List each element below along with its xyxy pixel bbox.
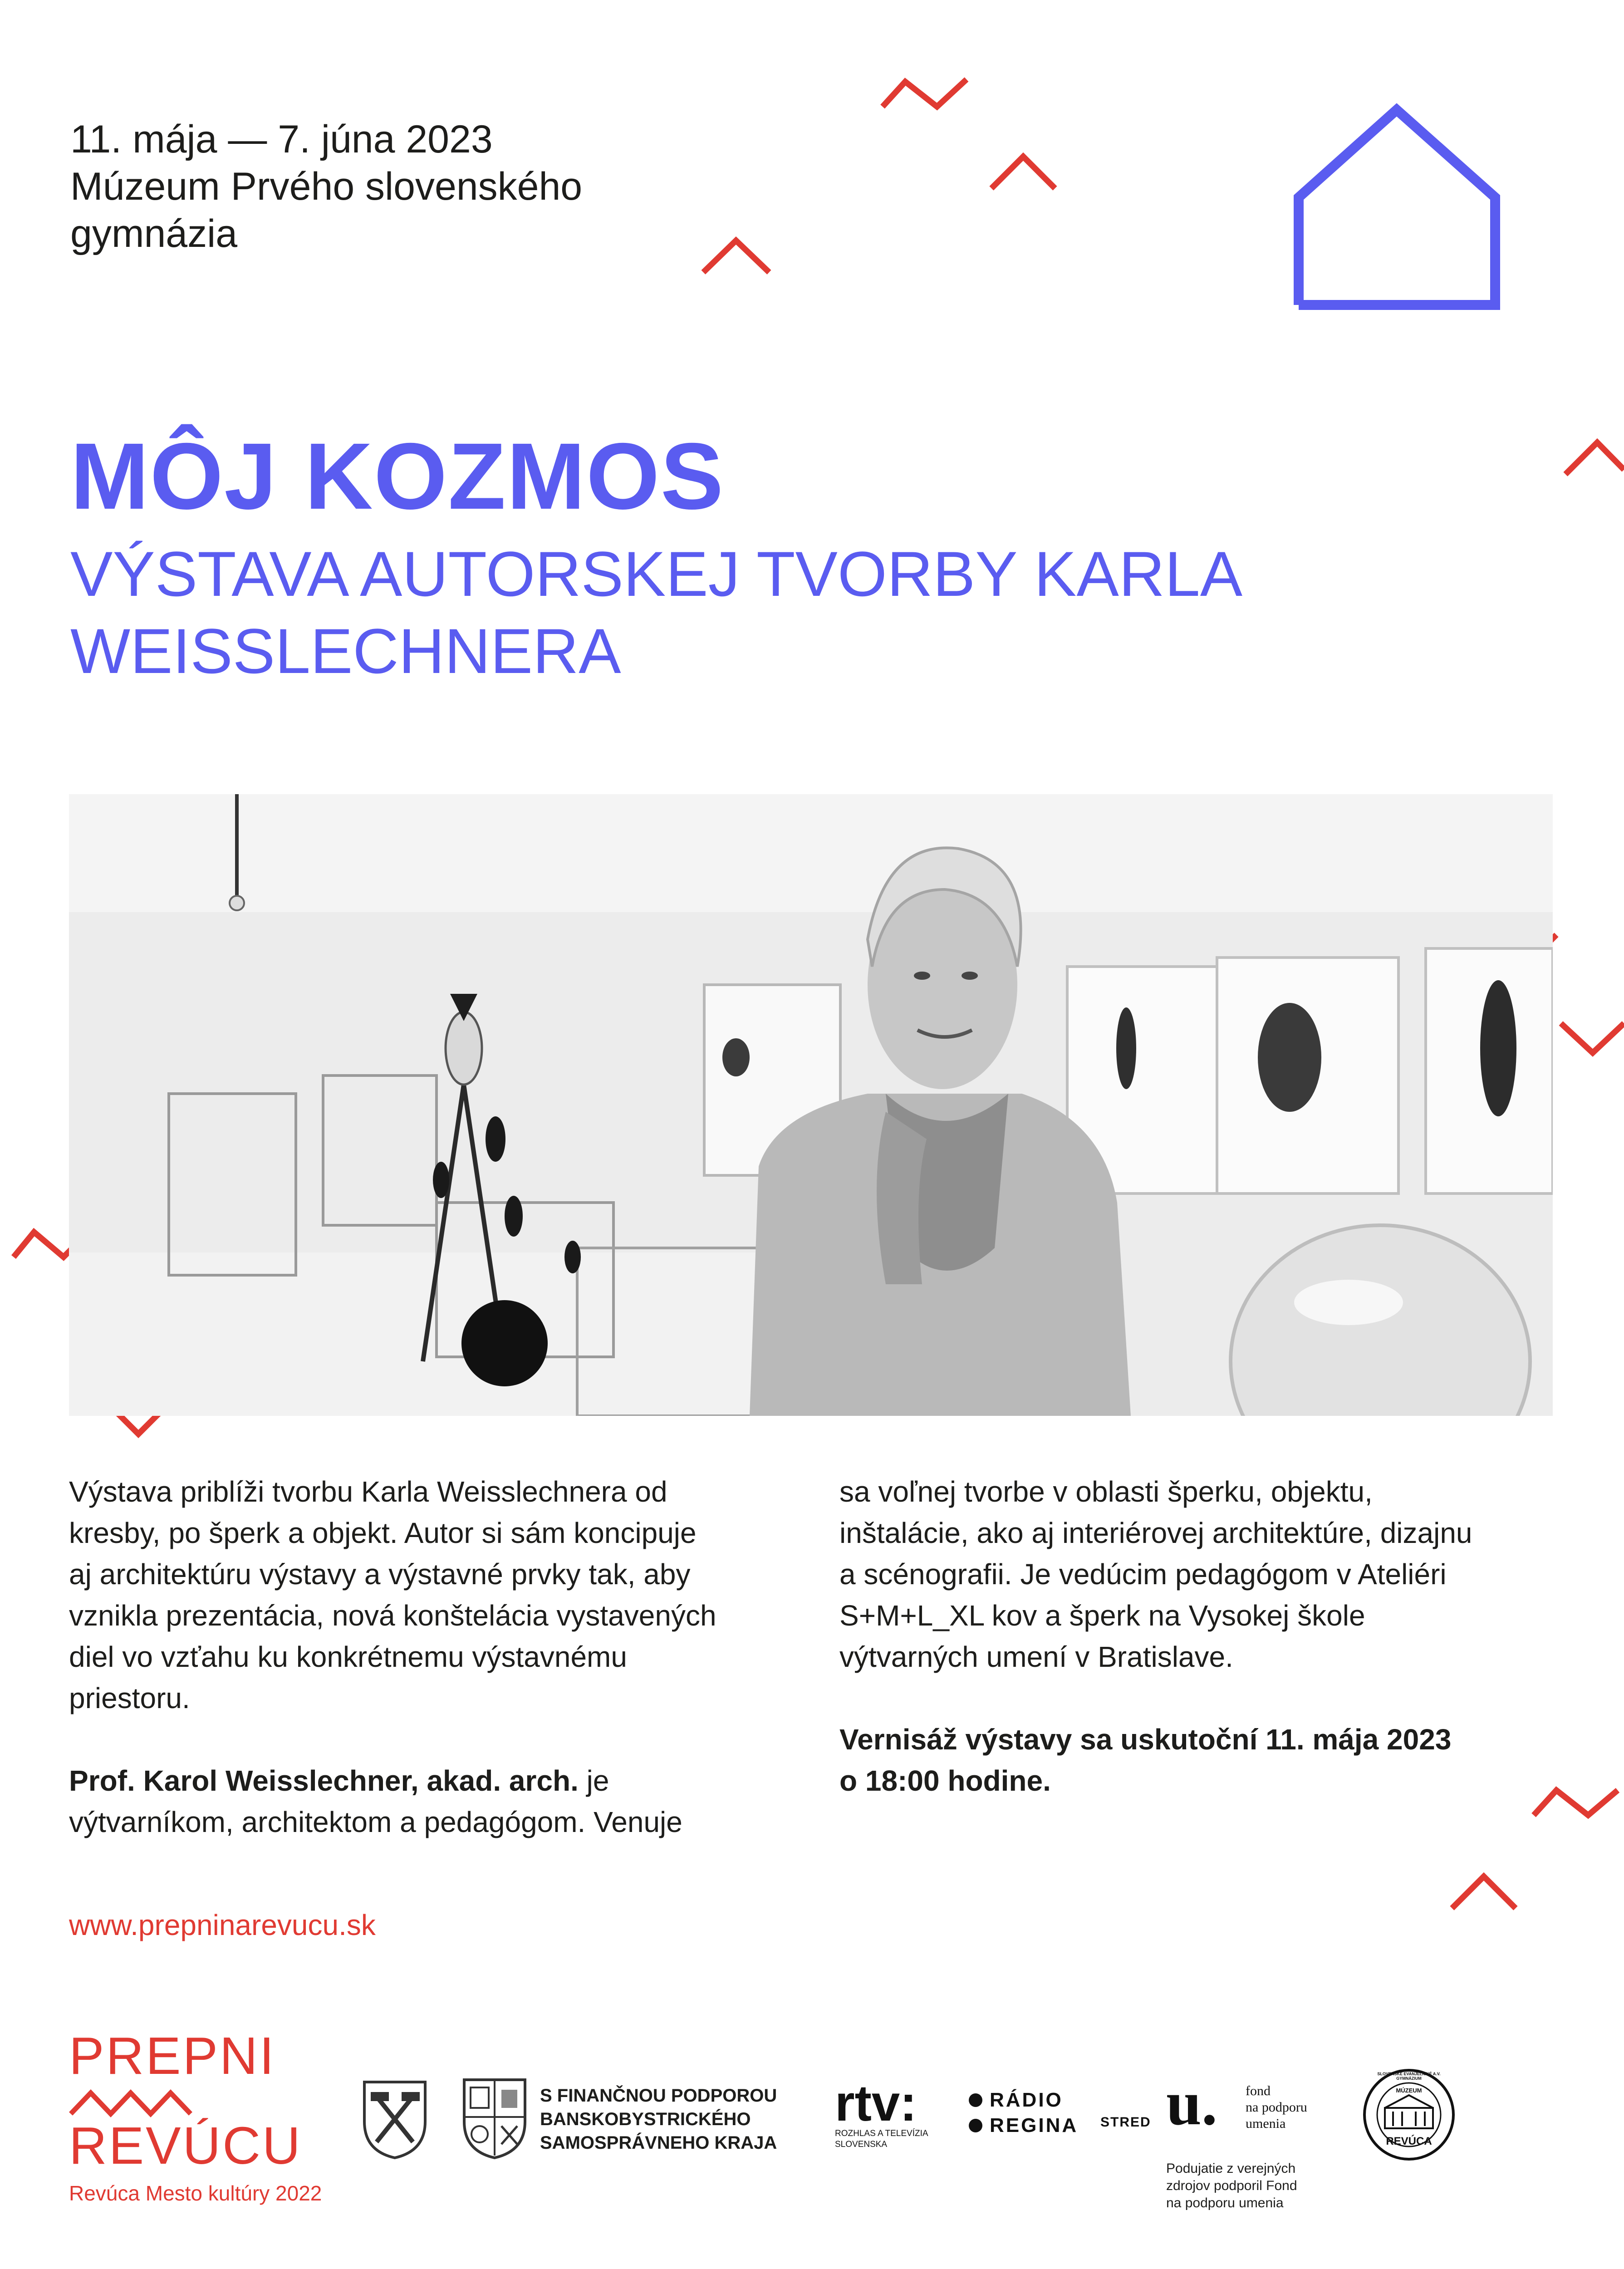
event-venue-cont: gymnázia — [70, 212, 238, 255]
fpu-note-line: na podporu umenia — [1166, 2195, 1284, 2210]
chevron-up-icon — [1452, 1876, 1516, 1908]
subtitle-line2: WEISSLECHNERA — [70, 615, 621, 687]
fpu-mark: u. — [1166, 2068, 1217, 2138]
fpu-name — [1246, 2083, 1307, 2132]
bbsk-line: SAMOSPRÁVNEHO KRAJA — [540, 2133, 777, 2153]
rtvs-logo — [835, 2075, 953, 2150]
rtvs-wordmark: rtv: — [835, 2075, 917, 2131]
radio-stred: STRED — [1100, 2115, 1151, 2130]
bio-line: inštalácie, ako aj interiérovej architektúre, dizajnu — [839, 1517, 1472, 1549]
bio-line: výtvarných umení v Bratislave. — [839, 1640, 1233, 1673]
exhibition-description — [69, 1471, 809, 1719]
coat-of-arms-icon — [361, 2078, 429, 2160]
body-column-2 — [839, 1471, 1565, 1843]
artist-bio — [69, 1760, 809, 1843]
desc-line: kresby, po šperk a objekt. Autor si sám koncipuje — [69, 1517, 697, 1549]
opening-line: Vernisáž výstavy sa uskutoční 11. mája 2023 — [839, 1723, 1452, 1756]
exhibition-title: MÔJ KOZMOS — [70, 424, 725, 529]
bio-line: je — [578, 1764, 609, 1797]
fpu-line: fond — [1246, 2083, 1271, 2098]
museum-seal — [1361, 2067, 1457, 2162]
desc-line: priestoru. — [69, 1682, 190, 1714]
chevron-down-icon — [1561, 1023, 1624, 1053]
regina-word: REGINA — [990, 2114, 1079, 2136]
bbsk-line: S FINANČNOU PODPOROU — [540, 2086, 777, 2106]
artist-photo — [69, 794, 1553, 1416]
prepni-revucu-logo — [69, 2028, 341, 2219]
bbsk-coat-of-arms-icon — [461, 2076, 529, 2160]
bio-line: S+M+L_XL kov a šperk na Vysokej škole — [839, 1599, 1365, 1632]
artist-name: Prof. Karol Weisslechner, akad. arch. — [69, 1764, 579, 1797]
logo-word-bottom: REVÚCU — [69, 2116, 302, 2175]
dot-icon — [969, 2119, 982, 2132]
event-venue: Múzeum Prvého slovenského — [70, 165, 583, 208]
chevron-up-icon — [1565, 442, 1624, 474]
radio-regina-logo — [969, 2087, 1078, 2138]
subtitle-line1: VÝSTAVA AUTORSKEJ TVORBY KARLA — [70, 538, 1243, 609]
bio-line: sa voľnej tvorbe v oblasti šperku, objektu, — [839, 1475, 1373, 1508]
dot-icon — [969, 2093, 982, 2107]
radio-line-1 — [969, 2087, 1078, 2113]
zigzag-icon — [883, 79, 967, 107]
museum-seal-icon — [1361, 2067, 1457, 2162]
fpu-line: umenia — [1246, 2116, 1286, 2131]
exhibition-subtitle — [70, 535, 1477, 690]
opening-info — [839, 1719, 1565, 1802]
desc-line: Výstava priblíži tvorbu Karla Weisslechnera od — [69, 1475, 667, 1508]
museum-ring-text: SLOVENSKÉ EVANJELICKÉ A.V. GYMNÁZIUM — [1377, 2072, 1441, 2081]
zigzag-icon — [69, 2086, 205, 2117]
opening-line: o 18:00 hodine. — [839, 1764, 1051, 1797]
radio-word: RÁDIO — [990, 2089, 1063, 2111]
artist-bio-cont — [839, 1471, 1565, 1678]
fpu-note-line: Podujatie z verejných — [1166, 2161, 1296, 2176]
body-column-1 — [69, 1471, 809, 1884]
logo-tagline: Revúca Mesto kultúry 2022 — [69, 2181, 322, 2205]
desc-line: diel vo vzťahu ku konkrétnemu výstavnému — [69, 1640, 627, 1673]
event-date: 11. mája — 7. júna 2023 — [70, 118, 493, 161]
bbsk-line: BANSKOBYSTRICKÉHO — [540, 2109, 751, 2129]
bio-line: výtvarníkom, architektom a pedagógom. Venuje — [69, 1806, 682, 1838]
logo-word-top: PREPNI — [69, 2026, 276, 2085]
bio-line: a scénografii. Je vedúcim pedagógom v Ateliéri — [839, 1558, 1447, 1591]
fpu-note-line: zdrojov podporil Fond — [1166, 2178, 1297, 2193]
desc-line: vznikla prezentácia, nová konštelácia vystavených — [69, 1599, 716, 1632]
museum-name: REVÚCA — [1386, 2135, 1432, 2147]
museum-label: MÚZEUM — [1396, 2087, 1422, 2094]
rtvs-subtitle: ROZHLAS A TELEVÍZIA — [835, 2129, 928, 2138]
website-link[interactable]: www.prepninarevucu.sk — [69, 1909, 376, 1941]
house-icon — [1289, 100, 1511, 313]
fpu-note — [1166, 2160, 1297, 2212]
bbsk-support-text — [540, 2084, 777, 2155]
radio-line-2 — [969, 2113, 1078, 2138]
fpu-line: na podporu — [1246, 2100, 1307, 2115]
rtvs-subtitle: SLOVENSKA — [835, 2140, 888, 2149]
chevron-up-icon — [991, 157, 1055, 188]
event-info — [70, 116, 751, 257]
photo-illustration — [69, 794, 1553, 1416]
desc-line: aj architektúru výstavy a výstavné prvky tak, aby — [69, 1558, 691, 1591]
